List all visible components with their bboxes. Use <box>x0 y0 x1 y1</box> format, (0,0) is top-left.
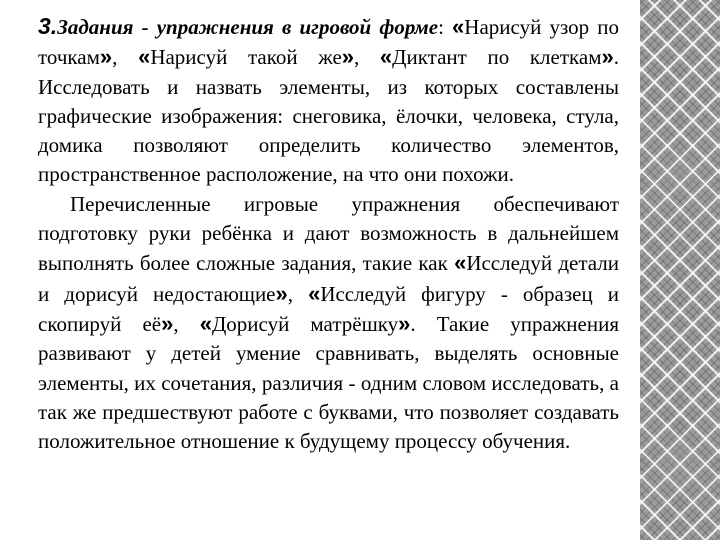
paragraph-1 <box>38 12 619 190</box>
paragraph-2-intro: Перечисленные игровые упражнения обеспечивают подготовку руки ребёнка и дают возможность в дальнейшем выполнять более сложные задания, такие как <box>38 191 619 276</box>
exercise-title: Дорисуй матрёшку <box>211 311 399 336</box>
exercise-item <box>138 45 380 69</box>
text-block <box>38 12 619 456</box>
separator: . <box>410 311 437 336</box>
separator: , <box>354 45 380 70</box>
heading-colon: : <box>438 15 444 39</box>
open-quote: « <box>454 250 467 276</box>
exercise-title: Исследуй детали и дорисуй недостающие <box>38 251 619 306</box>
separator: , <box>173 311 200 336</box>
close-quote: » <box>341 44 355 70</box>
section-heading: Задания - упражнения в игровой форме <box>57 15 439 39</box>
close-quote: » <box>275 280 288 306</box>
separator: . <box>613 45 620 70</box>
close-quote: » <box>398 310 411 336</box>
paragraph-1-body: Исследовать и назвать элементы, из которых составлены графические изображения: снеговика, ёлочки, человека, стула, домика позволяют определить количество элементов, пространственное расположение, на что они похожи. <box>38 74 619 187</box>
paragraph-2-body: Такие упражнения развивают у детей умение сравнивать, выделять основные элементы, их сочетания, различия - одним словом исследовать, а так же предшествуют работе с буквами, что позволяет создавать положительное отношение к будущему процессу обучения. <box>38 311 619 454</box>
exercise-title: Нарисуй такой же <box>150 45 342 70</box>
exercise-item <box>200 312 437 336</box>
close-quote: » <box>99 44 113 70</box>
exercise-item <box>380 45 619 69</box>
close-quote: » <box>601 44 614 70</box>
open-quote: « <box>379 44 393 70</box>
close-quote: » <box>161 310 174 336</box>
section-number: 3. <box>38 13 58 39</box>
decorative-diamond-pattern <box>640 0 720 540</box>
open-quote: « <box>138 44 151 70</box>
exercise-title: Диктант по клеткам <box>392 45 602 70</box>
exercise-title: Исследуй фигуру - образец и скопируй её <box>38 281 619 336</box>
open-quote: « <box>308 280 321 306</box>
separator: , <box>112 45 139 70</box>
open-quote: « <box>199 310 212 336</box>
separator: , <box>287 281 309 306</box>
open-quote: « <box>452 14 465 39</box>
paragraph-2 <box>38 190 619 457</box>
exercise-title: Нарисуй узор по точкам <box>38 15 619 70</box>
